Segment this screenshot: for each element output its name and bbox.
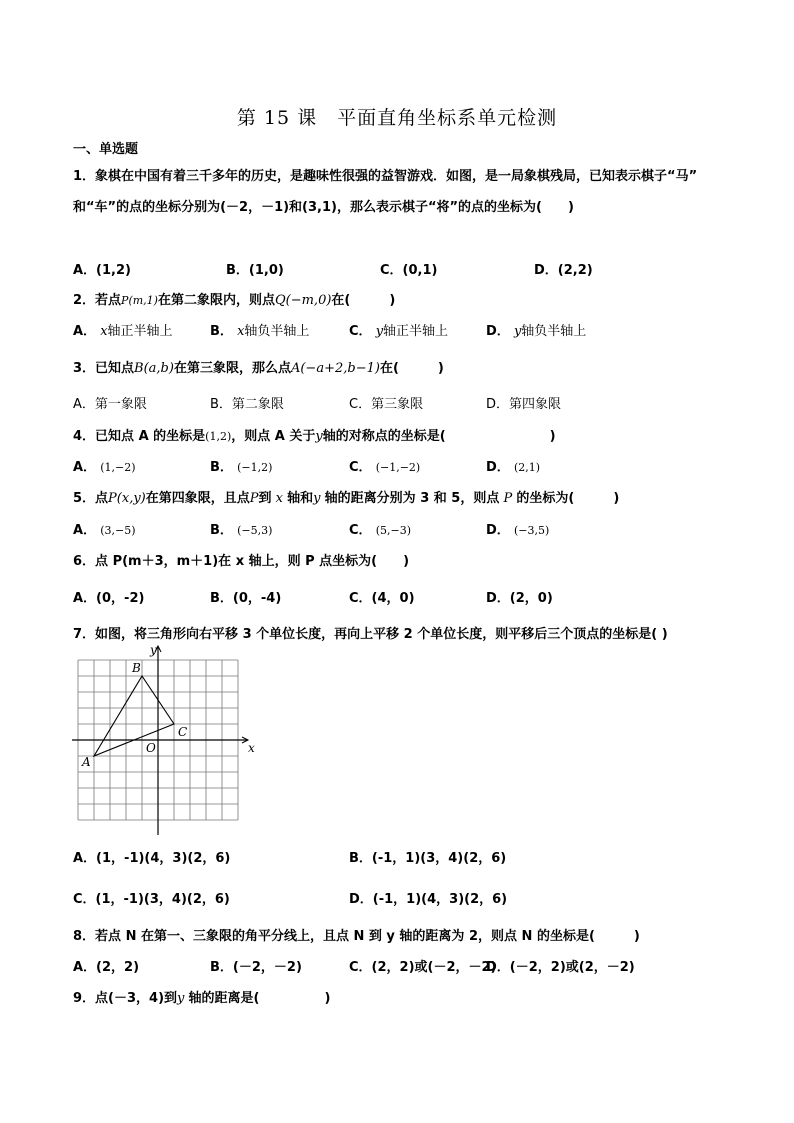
q8-option-c[interactable]: C．(2，2)或(－2，－2) [349, 960, 497, 975]
section-heading: 一、单选题 [73, 142, 139, 157]
q4-option-b[interactable]: B． (−1,2) [210, 460, 273, 475]
vertex-b-label: B [132, 661, 141, 675]
q2-stem [73, 289, 395, 308]
q4-option-c[interactable]: C． (−1,−2) [349, 460, 421, 475]
q2-text-mid: 在第二象限内，则点 [157, 293, 275, 308]
q6-options [73, 587, 733, 605]
q4-options [73, 456, 733, 474]
q7-options-row1 [73, 847, 733, 865]
q4-stem [73, 425, 556, 444]
q4-text-pre: 4．已知点 A 的坐标是 [73, 429, 206, 444]
q7-options-row2 [73, 888, 733, 906]
q5-option-c[interactable]: C． (5,−3) [349, 523, 411, 538]
q3-text-pre: 3．已知点 [73, 361, 135, 376]
vertex-c-label: C [178, 725, 188, 739]
q2-options [73, 320, 733, 338]
x-axis-label: x [248, 741, 255, 755]
q4-text-mid: ，则点 A 关于 [231, 429, 316, 444]
q2-option-d[interactable]: D． y轴负半轴上 [486, 324, 587, 339]
q6-option-c[interactable]: C．(4，0) [349, 591, 415, 606]
y-axis-label: y [150, 643, 157, 657]
q3-options [73, 393, 733, 411]
q5-options [73, 519, 733, 537]
q3-option-c[interactable]: C．第三象限 [349, 397, 424, 412]
q2-point-q: Q(−m,0) [274, 293, 332, 308]
q2-option-c[interactable]: C． y轴正半轴上 [349, 324, 449, 339]
q8-option-d[interactable]: D．(－2，2)或(2，－2) [486, 960, 635, 975]
q4-var-y: y [315, 429, 323, 444]
q3-option-d[interactable]: D．第四象限 [486, 397, 562, 412]
q3-stem [73, 357, 444, 376]
q3-text-mid: 在第三象限，那么点 [173, 361, 291, 376]
vertex-a-label: A [82, 755, 91, 769]
q4-option-d[interactable]: D． (2,1) [486, 460, 541, 475]
q7-option-b[interactable]: B．(-1，1)(3，4)(2，6) [349, 851, 507, 866]
q9-text-pre: 9．点(－3，4)到 [73, 991, 178, 1006]
q4-text-post: 轴的对称点的坐标是( ) [322, 429, 556, 444]
q7-stem: 7．如图，将三角形向右平移 3 个单位长度，再向上平移 2 个单位长度，则平移后三个顶点的坐标是( ) [73, 627, 668, 642]
q4-coord: (1,2) [205, 430, 232, 443]
q7-option-d[interactable]: D．(-1，1)(4，3)(2，6) [349, 892, 508, 907]
q2-text-pre: 2．若点 [73, 293, 122, 308]
q2-point-p: P(m,1) [121, 294, 158, 307]
q3-option-b[interactable]: B．第二象限 [210, 397, 284, 412]
q1-line1: 1．象棋在中国有着三千多年的历史，是趣味性很强的益智游戏．如图，是一局象棋残局，已知表示棋子“马” [73, 169, 698, 184]
q7-option-c[interactable]: C．(1，-1)(3，4)(2，6) [73, 892, 230, 907]
q9-stem [73, 987, 330, 1006]
q7-option-a[interactable]: A．(1，-1)(4，3)(2，6) [73, 851, 231, 866]
q6-option-d[interactable]: D．(2，0) [486, 591, 553, 606]
q4-option-a[interactable]: A． (1,−2) [73, 460, 136, 475]
q8-options [73, 956, 733, 974]
q9-text-post: 轴的距离是( ) [188, 991, 331, 1006]
q3-point-b: B(a,b) [134, 361, 174, 376]
q5-option-d[interactable]: D． (−3,5) [486, 523, 550, 538]
q8-stem: 8．若点 N 在第一、三象限的角平分线上，且点 N 到 y 轴的距离为 2，则点 N 的坐标是( ) [73, 929, 640, 944]
q6-stem: 6．点 P(m＋3，m＋1)在 x 轴上，则 P 点坐标为( ) [73, 554, 410, 569]
q5-option-b[interactable]: B． (−5,3) [210, 523, 273, 538]
q2-option-a[interactable]: A． x轴正半轴上 [73, 324, 173, 339]
page-title: 第 15 课 平面直角坐标系单元检测 [236, 107, 558, 129]
q1-option-a[interactable]: A．(1,2) [73, 263, 131, 278]
q1-line2: 和“车”的点的坐标分别为(－2，－1)和(3,1)，那么表示棋子“将”的点的坐标为( ) [73, 200, 574, 215]
triangle-abc [94, 676, 174, 756]
q1-option-c[interactable]: C．(0,1) [380, 263, 438, 278]
q7-figure [70, 640, 270, 835]
q1-option-d[interactable]: D．(2,2) [534, 263, 593, 278]
q3-point-a: A(−a+2,b−1) [290, 361, 380, 376]
q5-option-a[interactable]: A． (3,−5) [73, 523, 136, 538]
q5-stem: 5．点P(x,y)在第四象限，且点P到 x 轴和y 轴的距离分别为 3 和 5，则点 P 的坐标为( ) [73, 491, 620, 506]
q8-option-b[interactable]: B．(－2，－2) [210, 960, 302, 975]
q6-option-b[interactable]: B．(0，-4) [210, 591, 282, 606]
q1-options [73, 259, 733, 277]
q8-option-a[interactable]: A．(2，2) [73, 960, 140, 975]
coordinate-grid-figure [70, 640, 270, 835]
q2-option-b[interactable]: B． x轴负半轴上 [210, 324, 310, 339]
q3-option-a[interactable]: A．第一象限 [73, 397, 147, 412]
q3-text-post: 在( ) [379, 361, 444, 376]
q9-var-y: y [177, 991, 185, 1006]
q6-option-a[interactable]: A．(0，-2) [73, 591, 145, 606]
origin-label: O [146, 741, 156, 755]
q2-text-post: 在( ) [331, 293, 396, 308]
q1-option-b[interactable]: B．(1,0) [226, 263, 284, 278]
